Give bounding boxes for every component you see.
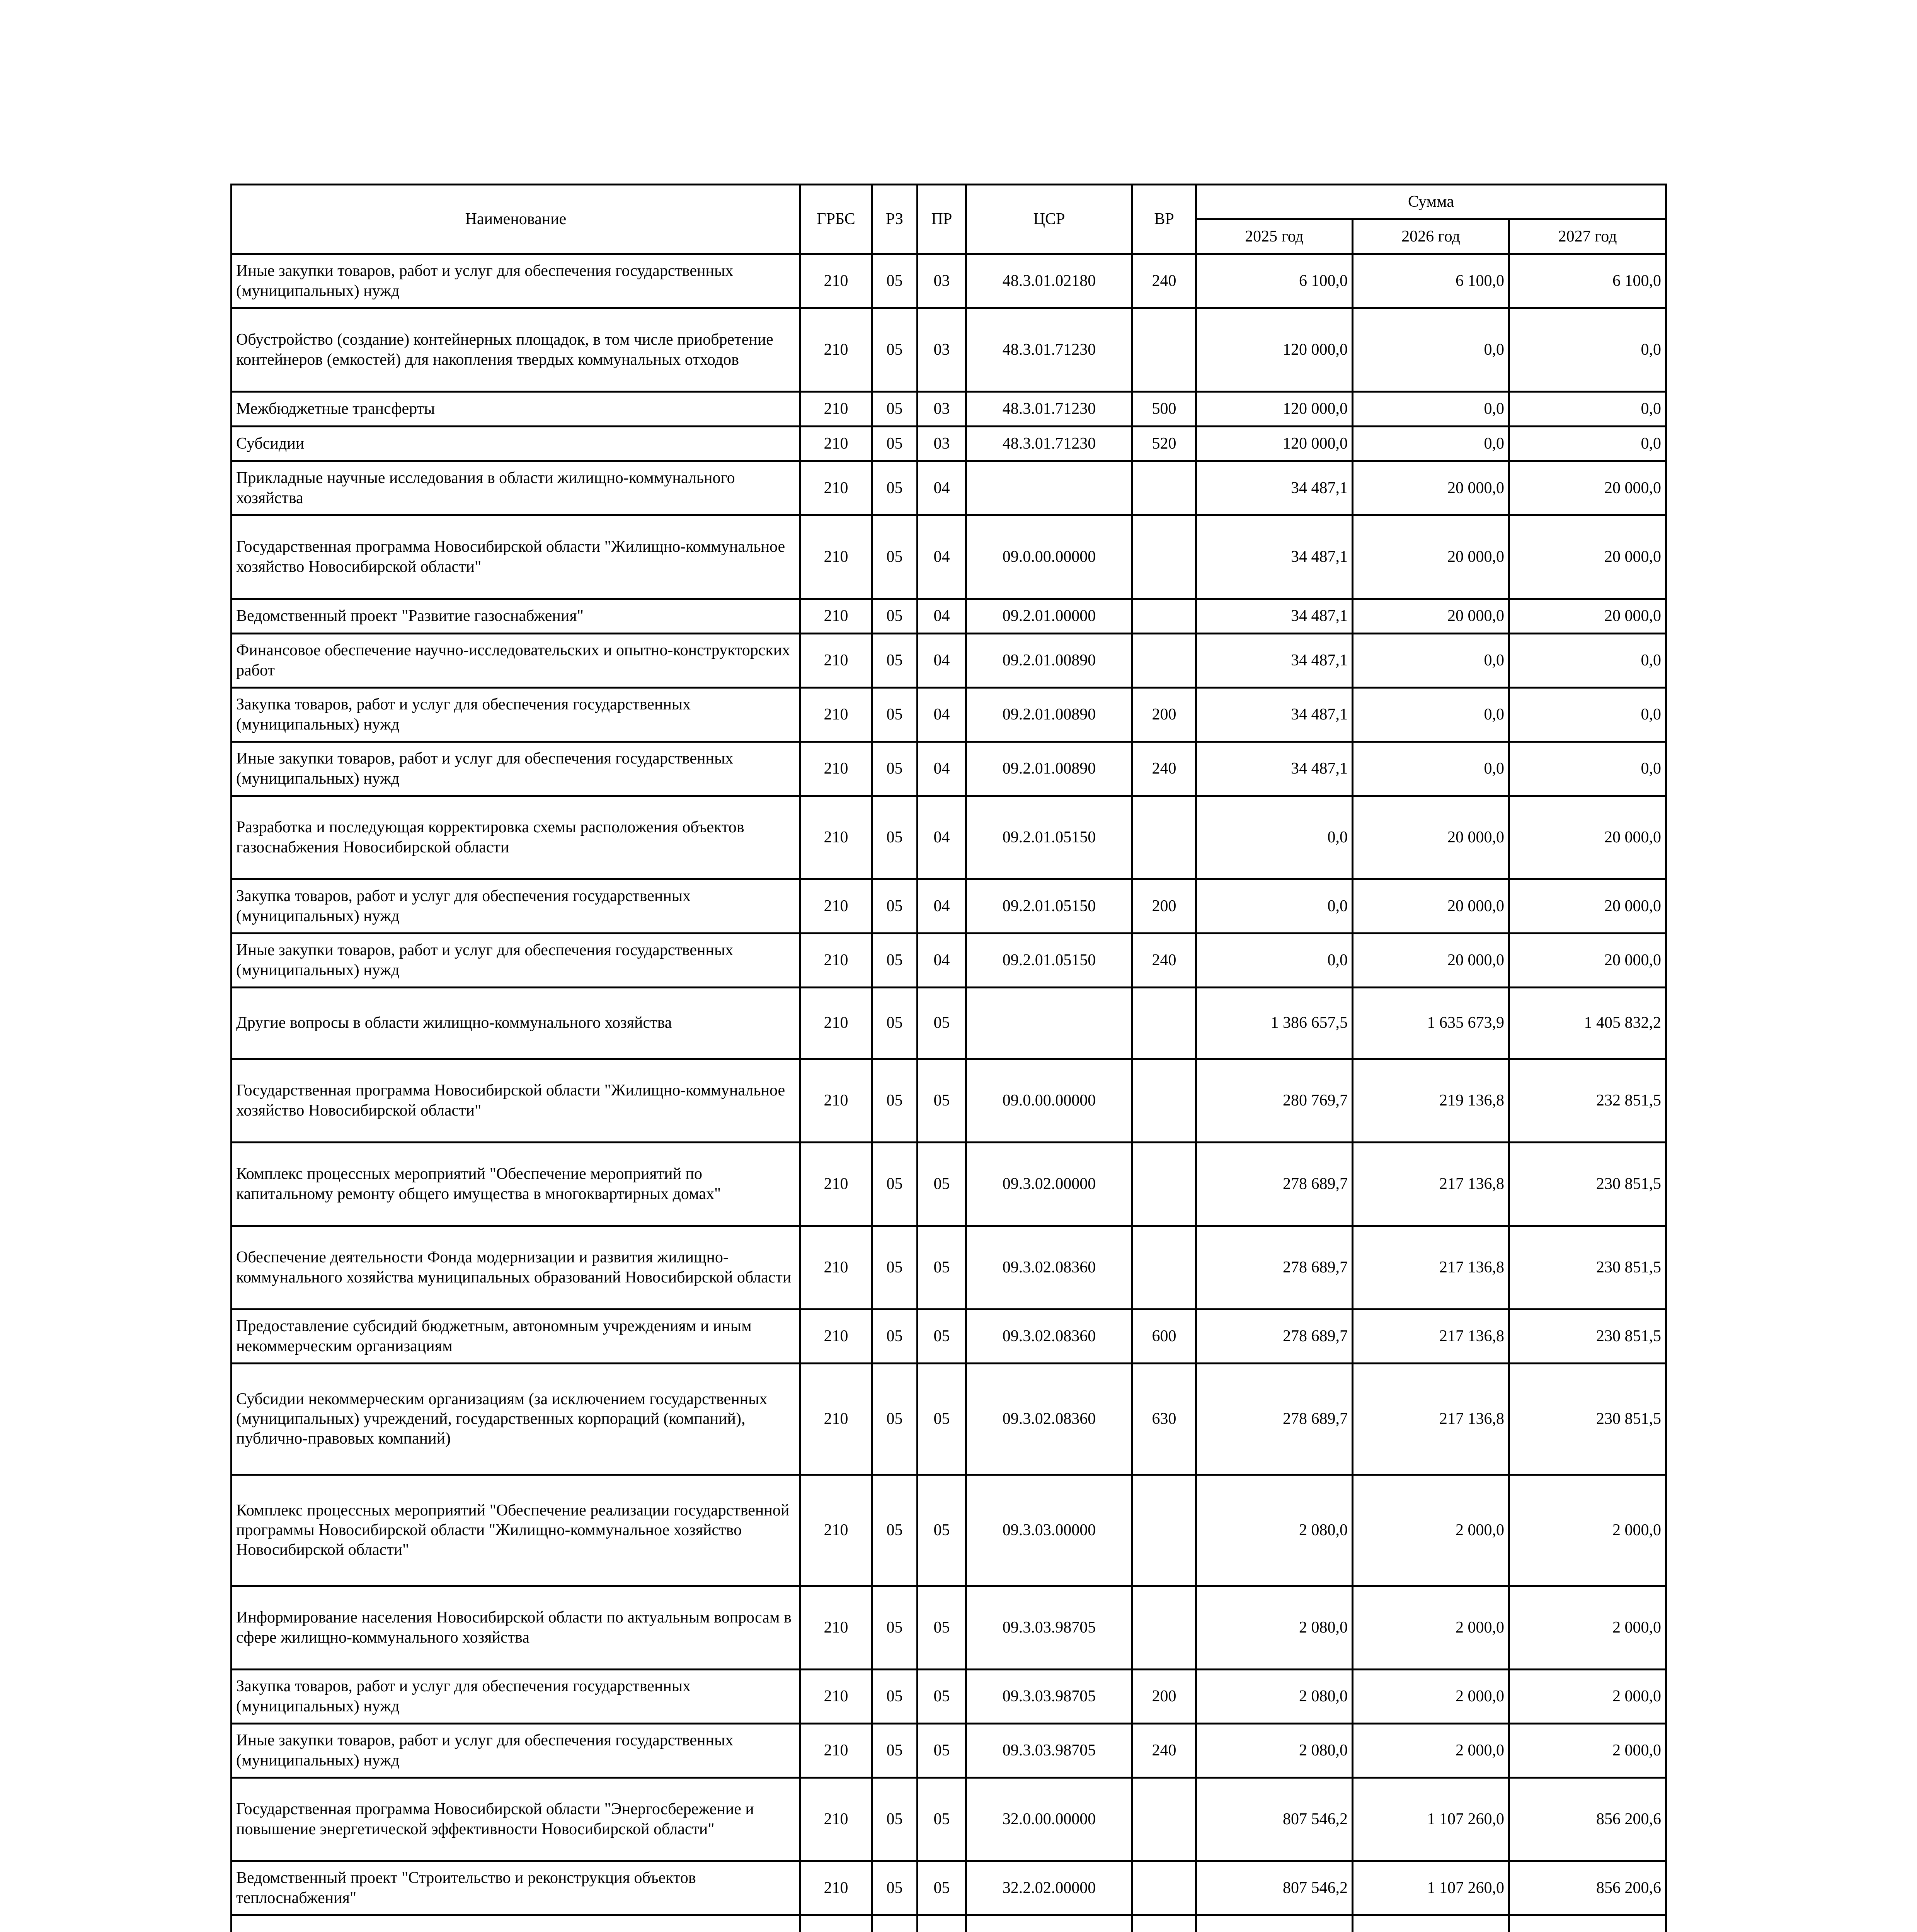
cell-csr: 09.2.01.00000 [966,599,1132,634]
cell-pr: 05 [918,1778,966,1861]
cell-vr [1132,515,1196,599]
cell-2027: 230 851,5 [1509,1226,1666,1310]
cell-2027: 0,0 [1509,634,1666,688]
table-row [232,461,1666,515]
cell-2025: 2 080,0 [1196,1670,1353,1724]
cell-name: Закупка товаров, работ и услуг для обеспечения государственных (муниципальных) нужд [232,879,800,934]
cell-csr: 09.2.01.00890 [966,742,1132,796]
cell-pr: 04 [918,796,966,879]
cell-2027: 0,0 [1509,392,1666,427]
cell-2025: 278 689,7 [1196,1364,1353,1475]
cell-csr [966,461,1132,515]
cell-2027: 0,0 [1509,427,1666,461]
cell-pr: 05 [918,1724,966,1778]
table-row [232,1143,1666,1226]
cell-2027: 20 000,0 [1509,461,1666,515]
cell-name: Иные закупки товаров, работ и услуг для обеспечения государственных (муниципальных) нужд [232,254,800,308]
cell-name: Разработка и последующая корректировка схемы расположения объектов газоснабжения Новосибирской области [232,796,800,879]
cell-pr: 05 [918,1586,966,1670]
cell-pr: 05 [918,1670,966,1724]
cell-grbs: 210 [800,254,872,308]
cell-2026: 20 000,0 [1353,599,1509,634]
cell-vr [1132,796,1196,879]
cell-name: Прикладные научные исследования в области жилищно-коммунального хозяйства [232,461,800,515]
cell-pr: 03 [918,392,966,427]
cell-2026: 0,0 [1353,392,1509,427]
cell-rz: 05 [872,515,918,599]
cell-csr: 48.3.01.71230 [966,392,1132,427]
cell-csr: 48.3.01.02180 [966,254,1132,308]
cell-csr: 09.3.02.08360 [966,1364,1132,1475]
table-row [232,1586,1666,1670]
cell-rz: 05 [872,1861,918,1915]
cell-pr: 05 [918,1143,966,1226]
cell-rz: 05 [872,688,918,742]
cell-2025: 278 689,7 [1196,1143,1353,1226]
cell-name: Субсидии некоммерческим организациям (за исключением государственных (муниципальных) учреждений, государственных корпораций (компаний), публично-правовых компаний) [232,1364,800,1475]
cell-2025: 0,0 [1196,796,1353,879]
cell-2026: 0,0 [1353,688,1509,742]
cell-csr: 09.3.03.98705 [966,1586,1132,1670]
cell-rz: 05 [872,308,918,392]
table-row [232,515,1666,599]
cell-grbs: 210 [800,461,872,515]
cell-grbs: 210 [800,1861,872,1915]
cell-grbs: 210 [800,879,872,934]
cell-vr [1132,308,1196,392]
cell-2026: 0,0 [1353,634,1509,688]
cell-2026: 20 000,0 [1353,934,1509,988]
cell-vr [1132,1915,1196,1932]
cell-2026: 1 107 260,0 [1353,1861,1509,1915]
cell-rz: 05 [872,934,918,988]
cell-2026: 1 635 673,9 [1353,988,1509,1059]
cell-vr: 200 [1132,688,1196,742]
cell-2026: 2 000,0 [1353,1670,1509,1724]
budget-table [230,184,1667,1932]
cell-2027: 6 100,0 [1509,254,1666,308]
cell-name: Государственная программа Новосибирской области "Жилищно-коммунальное хозяйство Новосибирской области" [232,1059,800,1143]
cell-grbs: 210 [800,1475,872,1586]
cell-vr: 240 [1132,1724,1196,1778]
cell-grbs: 210 [800,742,872,796]
table-row [232,1226,1666,1310]
cell-2026: 0,0 [1353,742,1509,796]
table-row [232,254,1666,308]
cell-vr: 240 [1132,254,1196,308]
cell-2025: 6 100,0 [1196,254,1353,308]
table-row [232,599,1666,634]
cell-rz: 05 [872,461,918,515]
cell-2026: 6 100,0 [1353,254,1509,308]
cell-rz: 05 [872,427,918,461]
cell-pr: 03 [918,308,966,392]
cell-grbs: 210 [800,1670,872,1724]
cell-grbs: 210 [800,1226,872,1310]
cell-pr: 04 [918,879,966,934]
cell-grbs: 210 [800,934,872,988]
cell-grbs: 210 [800,1724,872,1778]
cell-name: Иные закупки товаров, работ и услуг для обеспечения государственных (муниципальных) нужд [232,1724,800,1778]
cell-pr: 04 [918,599,966,634]
table-row [232,1670,1666,1724]
cell-grbs: 210 [800,1310,872,1364]
header-pr: ПР [918,185,966,254]
cell-2025: 2 080,0 [1196,1475,1353,1586]
cell-csr: 09.3.03.98705 [966,1724,1132,1778]
cell-2025: 807 546,2 [1196,1778,1353,1861]
cell-pr: 05 [918,988,966,1059]
cell-rz: 05 [872,1143,918,1226]
cell-vr: 240 [1132,934,1196,988]
cell-2027: 2 000,0 [1509,1586,1666,1670]
table-row [232,796,1666,879]
cell-2027: 856 200,6 [1509,1778,1666,1861]
cell-grbs: 210 [800,988,872,1059]
cell-name: Государственная программа Новосибирской области "Энергосбережение и повышение энергетической эффективности Новосибирской области" [232,1778,800,1861]
cell-2026: 20 000,0 [1353,461,1509,515]
cell-2025: 0,0 [1196,934,1353,988]
cell-rz: 05 [872,1724,918,1778]
cell-grbs: 210 [800,634,872,688]
cell-vr [1132,1059,1196,1143]
cell-2027: 230 851,5 [1509,1364,1666,1475]
table-row [232,1861,1666,1915]
cell-vr: 630 [1132,1364,1196,1475]
cell-csr: 09.2.01.00890 [966,688,1132,742]
cell-csr: 32.0.00.00000 [966,1778,1132,1861]
cell-grbs: 210 [800,1364,872,1475]
cell-2025: 34 487,1 [1196,461,1353,515]
cell-vr [1132,988,1196,1059]
cell-csr: 09.2.01.05150 [966,879,1132,934]
cell-grbs: 210 [800,308,872,392]
table-row [232,742,1666,796]
cell-2026: 2 000,0 [1353,1475,1509,1586]
cell-name: Закупка товаров, работ и услуг для обеспечения государственных (муниципальных) нужд [232,688,800,742]
cell-2026: 20 000,0 [1353,879,1509,934]
cell-2025: 34 487,1 [1196,515,1353,599]
cell-2026: 0,0 [1353,308,1509,392]
cell-rz: 05 [872,742,918,796]
table-header [232,185,1666,254]
cell-name: Обустройство (создание) контейнерных площадок, в том числе приобретение контейнеров (емкостей) для накопления твердых коммунальных отходов [232,308,800,392]
cell-name: Ведомственный проект "Строительство и реконструкция объектов теплоснабжения" [232,1861,800,1915]
cell-2027: 20 000,0 [1509,515,1666,599]
table-row [232,1059,1666,1143]
table-row [232,988,1666,1059]
cell-csr: 09.0.00.00000 [966,1059,1132,1143]
cell-pr: 05 [918,1861,966,1915]
cell-name [232,1915,800,1932]
cell-name: Комплекс процессных мероприятий "Обеспечение мероприятий по капитальному ремонту общего имущества в многоквартирных домах" [232,1143,800,1226]
cell-pr: 04 [918,934,966,988]
cell-name: Государственная программа Новосибирской области "Жилищно-коммунальное хозяйство Новосибирской области" [232,515,800,599]
cell-2026 [1353,1915,1509,1932]
cell-name: Ведомственный проект "Развитие газоснабжения" [232,599,800,634]
cell-grbs: 210 [800,427,872,461]
cell-pr: 04 [918,461,966,515]
cell-2025: 2 080,0 [1196,1724,1353,1778]
cell-name: Иные закупки товаров, работ и услуг для обеспечения государственных (муниципальных) нужд [232,742,800,796]
cell-name: Иные закупки товаров, работ и услуг для обеспечения государственных (муниципальных) нужд [232,934,800,988]
cell-2025: 120 000,0 [1196,308,1353,392]
cell-pr: 04 [918,515,966,599]
table-row [232,308,1666,392]
cell-rz: 05 [872,1670,918,1724]
cell-2027: 856 200,6 [1509,1861,1666,1915]
cell-rz: 05 [872,1586,918,1670]
cell-grbs: 210 [800,1586,872,1670]
cell-2027: 0,0 [1509,308,1666,392]
cell-2027: 0,0 [1509,688,1666,742]
cell-vr [1132,1861,1196,1915]
cell-grbs: 210 [800,1143,872,1226]
header-rz: РЗ [872,185,918,254]
cell-rz: 05 [872,1778,918,1861]
cell-grbs: 210 [800,688,872,742]
cell-2026: 217 136,8 [1353,1364,1509,1475]
cell-grbs: 210 [800,1778,872,1861]
cell-2025: 120 000,0 [1196,392,1353,427]
cell-2027: 20 000,0 [1509,599,1666,634]
cell-vr: 240 [1132,742,1196,796]
cell-2025: 2 080,0 [1196,1586,1353,1670]
cell-rz: 05 [872,599,918,634]
cell-vr [1132,1586,1196,1670]
cell-csr [966,988,1132,1059]
cell-vr [1132,599,1196,634]
cell-rz: 05 [872,879,918,934]
table-row [232,634,1666,688]
table-row [232,688,1666,742]
cell-2026: 217 136,8 [1353,1310,1509,1364]
cell-name: Предоставление субсидий бюджетным, автономным учреждениям и иным некоммерческим организациям [232,1310,800,1364]
cell-name: Финансовое обеспечение научно-исследовательских и опытно-конструкторских работ [232,634,800,688]
cell-name: Обеспечение деятельности Фонда модернизации и развития жилищно-коммунального хозяйства муниципальных образований Новосибирской области [232,1226,800,1310]
table-row [232,934,1666,988]
cell-pr: 05 [918,1226,966,1310]
cell-csr [966,1915,1132,1932]
cell-2027: 0,0 [1509,742,1666,796]
cell-2027: 20 000,0 [1509,934,1666,988]
cell-2027: 2 000,0 [1509,1670,1666,1724]
cell-rz: 05 [872,392,918,427]
cell-2025: 1 386 657,5 [1196,988,1353,1059]
cell-name: Субсидии [232,427,800,461]
cell-pr: 03 [918,427,966,461]
header-vr: ВР [1132,185,1196,254]
cell-2027: 230 851,5 [1509,1310,1666,1364]
cell-2026: 217 136,8 [1353,1143,1509,1226]
cell-rz: 05 [872,988,918,1059]
cell-csr: 09.3.02.08360 [966,1226,1132,1310]
cell-vr: 500 [1132,392,1196,427]
cell-vr [1132,1226,1196,1310]
cell-csr: 32.2.02.00000 [966,1861,1132,1915]
cell-rz: 05 [872,1364,918,1475]
cell-pr: 04 [918,688,966,742]
header-grbs: ГРБС [800,185,872,254]
cell-csr: 09.3.03.98705 [966,1670,1132,1724]
cell-grbs: 210 [800,599,872,634]
header-name: Наименование [232,185,800,254]
cell-2025: 807 546,2 [1196,1861,1353,1915]
cell-2025: 34 487,1 [1196,634,1353,688]
cell-2025: 34 487,1 [1196,742,1353,796]
cell-csr: 09.3.02.08360 [966,1310,1132,1364]
cell-rz: 05 [872,254,918,308]
cell-vr: 200 [1132,1670,1196,1724]
cell-csr: 09.0.00.00000 [966,515,1132,599]
table-row [232,1724,1666,1778]
table-row [232,427,1666,461]
cell-pr: 05 [918,1475,966,1586]
cell-2025: 0,0 [1196,879,1353,934]
cell-grbs: 210 [800,392,872,427]
cell-rz: 05 [872,1310,918,1364]
cell-pr: 03 [918,254,966,308]
cell-grbs: 210 [800,515,872,599]
cell-2027: 232 851,5 [1509,1059,1666,1143]
cell-name: Закупка товаров, работ и услуг для обеспечения государственных (муниципальных) нужд [232,1670,800,1724]
cell-2027: 20 000,0 [1509,796,1666,879]
cell-csr: 48.3.01.71230 [966,427,1132,461]
cell-pr: 05 [918,1059,966,1143]
cell-2025: 280 769,7 [1196,1059,1353,1143]
cell-rz: 05 [872,634,918,688]
cell-grbs [800,1915,872,1932]
cell-grbs: 210 [800,1059,872,1143]
table-row [232,879,1666,934]
cell-2025: 278 689,7 [1196,1226,1353,1310]
cell-2026: 20 000,0 [1353,796,1509,879]
cell-vr [1132,1778,1196,1861]
cell-csr: 09.2.01.00890 [966,634,1132,688]
header-sum: Сумма [1196,185,1666,219]
table-body [232,254,1666,1932]
cell-csr: 09.3.03.00000 [966,1475,1132,1586]
header-csr: ЦСР [966,185,1132,254]
cell-vr [1132,1143,1196,1226]
cell-name: Комплекс процессных мероприятий "Обеспечение реализации государственной программы Новосибирской области "Жилищно-коммунальное хозяйство Новосибирской области" [232,1475,800,1586]
cell-vr: 520 [1132,427,1196,461]
header-year-2025: 2025 год [1196,219,1353,254]
cell-vr [1132,461,1196,515]
cell-name: Другие вопросы в области жилищно-коммунального хозяйства [232,988,800,1059]
cell-2025: 34 487,1 [1196,599,1353,634]
cell-2027 [1509,1915,1666,1932]
cell-pr: 05 [918,1364,966,1475]
cell-2027: 20 000,0 [1509,879,1666,934]
cell-rz: 05 [872,1059,918,1143]
cell-vr [1132,1475,1196,1586]
cell-csr: 09.2.01.05150 [966,934,1132,988]
cell-pr: 04 [918,742,966,796]
cell-name: Межбюджетные трансферты [232,392,800,427]
table-row [232,1915,1666,1932]
cell-vr [1132,634,1196,688]
cell-2027: 1 405 832,2 [1509,988,1666,1059]
cell-2025: 278 689,7 [1196,1310,1353,1364]
cell-2026: 2 000,0 [1353,1724,1509,1778]
header-year-2027: 2027 год [1509,219,1666,254]
cell-pr: 04 [918,634,966,688]
cell-rz: 05 [872,1226,918,1310]
cell-name: Информирование населения Новосибирской области по актуальным вопросам в сфере жилищно-коммунального хозяйства [232,1586,800,1670]
table-row [232,1364,1666,1475]
cell-2026: 2 000,0 [1353,1586,1509,1670]
cell-csr: 09.2.01.05150 [966,796,1132,879]
cell-vr: 200 [1132,879,1196,934]
cell-2026: 217 136,8 [1353,1226,1509,1310]
table-row [232,392,1666,427]
cell-grbs: 210 [800,796,872,879]
table-row [232,1475,1666,1586]
cell-2026: 1 107 260,0 [1353,1778,1509,1861]
cell-2027: 2 000,0 [1509,1724,1666,1778]
cell-pr: 05 [918,1310,966,1364]
cell-pr [918,1915,966,1932]
cell-vr: 600 [1132,1310,1196,1364]
cell-rz: 05 [872,796,918,879]
cell-2025 [1196,1915,1353,1932]
cell-csr: 09.3.02.00000 [966,1143,1132,1226]
table-row [232,1778,1666,1861]
cell-2026: 0,0 [1353,427,1509,461]
header-year-2026: 2026 год [1353,219,1509,254]
cell-rz [872,1915,918,1932]
cell-2025: 34 487,1 [1196,688,1353,742]
cell-rz: 05 [872,1475,918,1586]
cell-csr: 48.3.01.71230 [966,308,1132,392]
cell-2026: 219 136,8 [1353,1059,1509,1143]
table-row [232,1310,1666,1364]
cell-2027: 2 000,0 [1509,1475,1666,1586]
cell-2025: 120 000,0 [1196,427,1353,461]
cell-2026: 20 000,0 [1353,515,1509,599]
cell-2027: 230 851,5 [1509,1143,1666,1226]
